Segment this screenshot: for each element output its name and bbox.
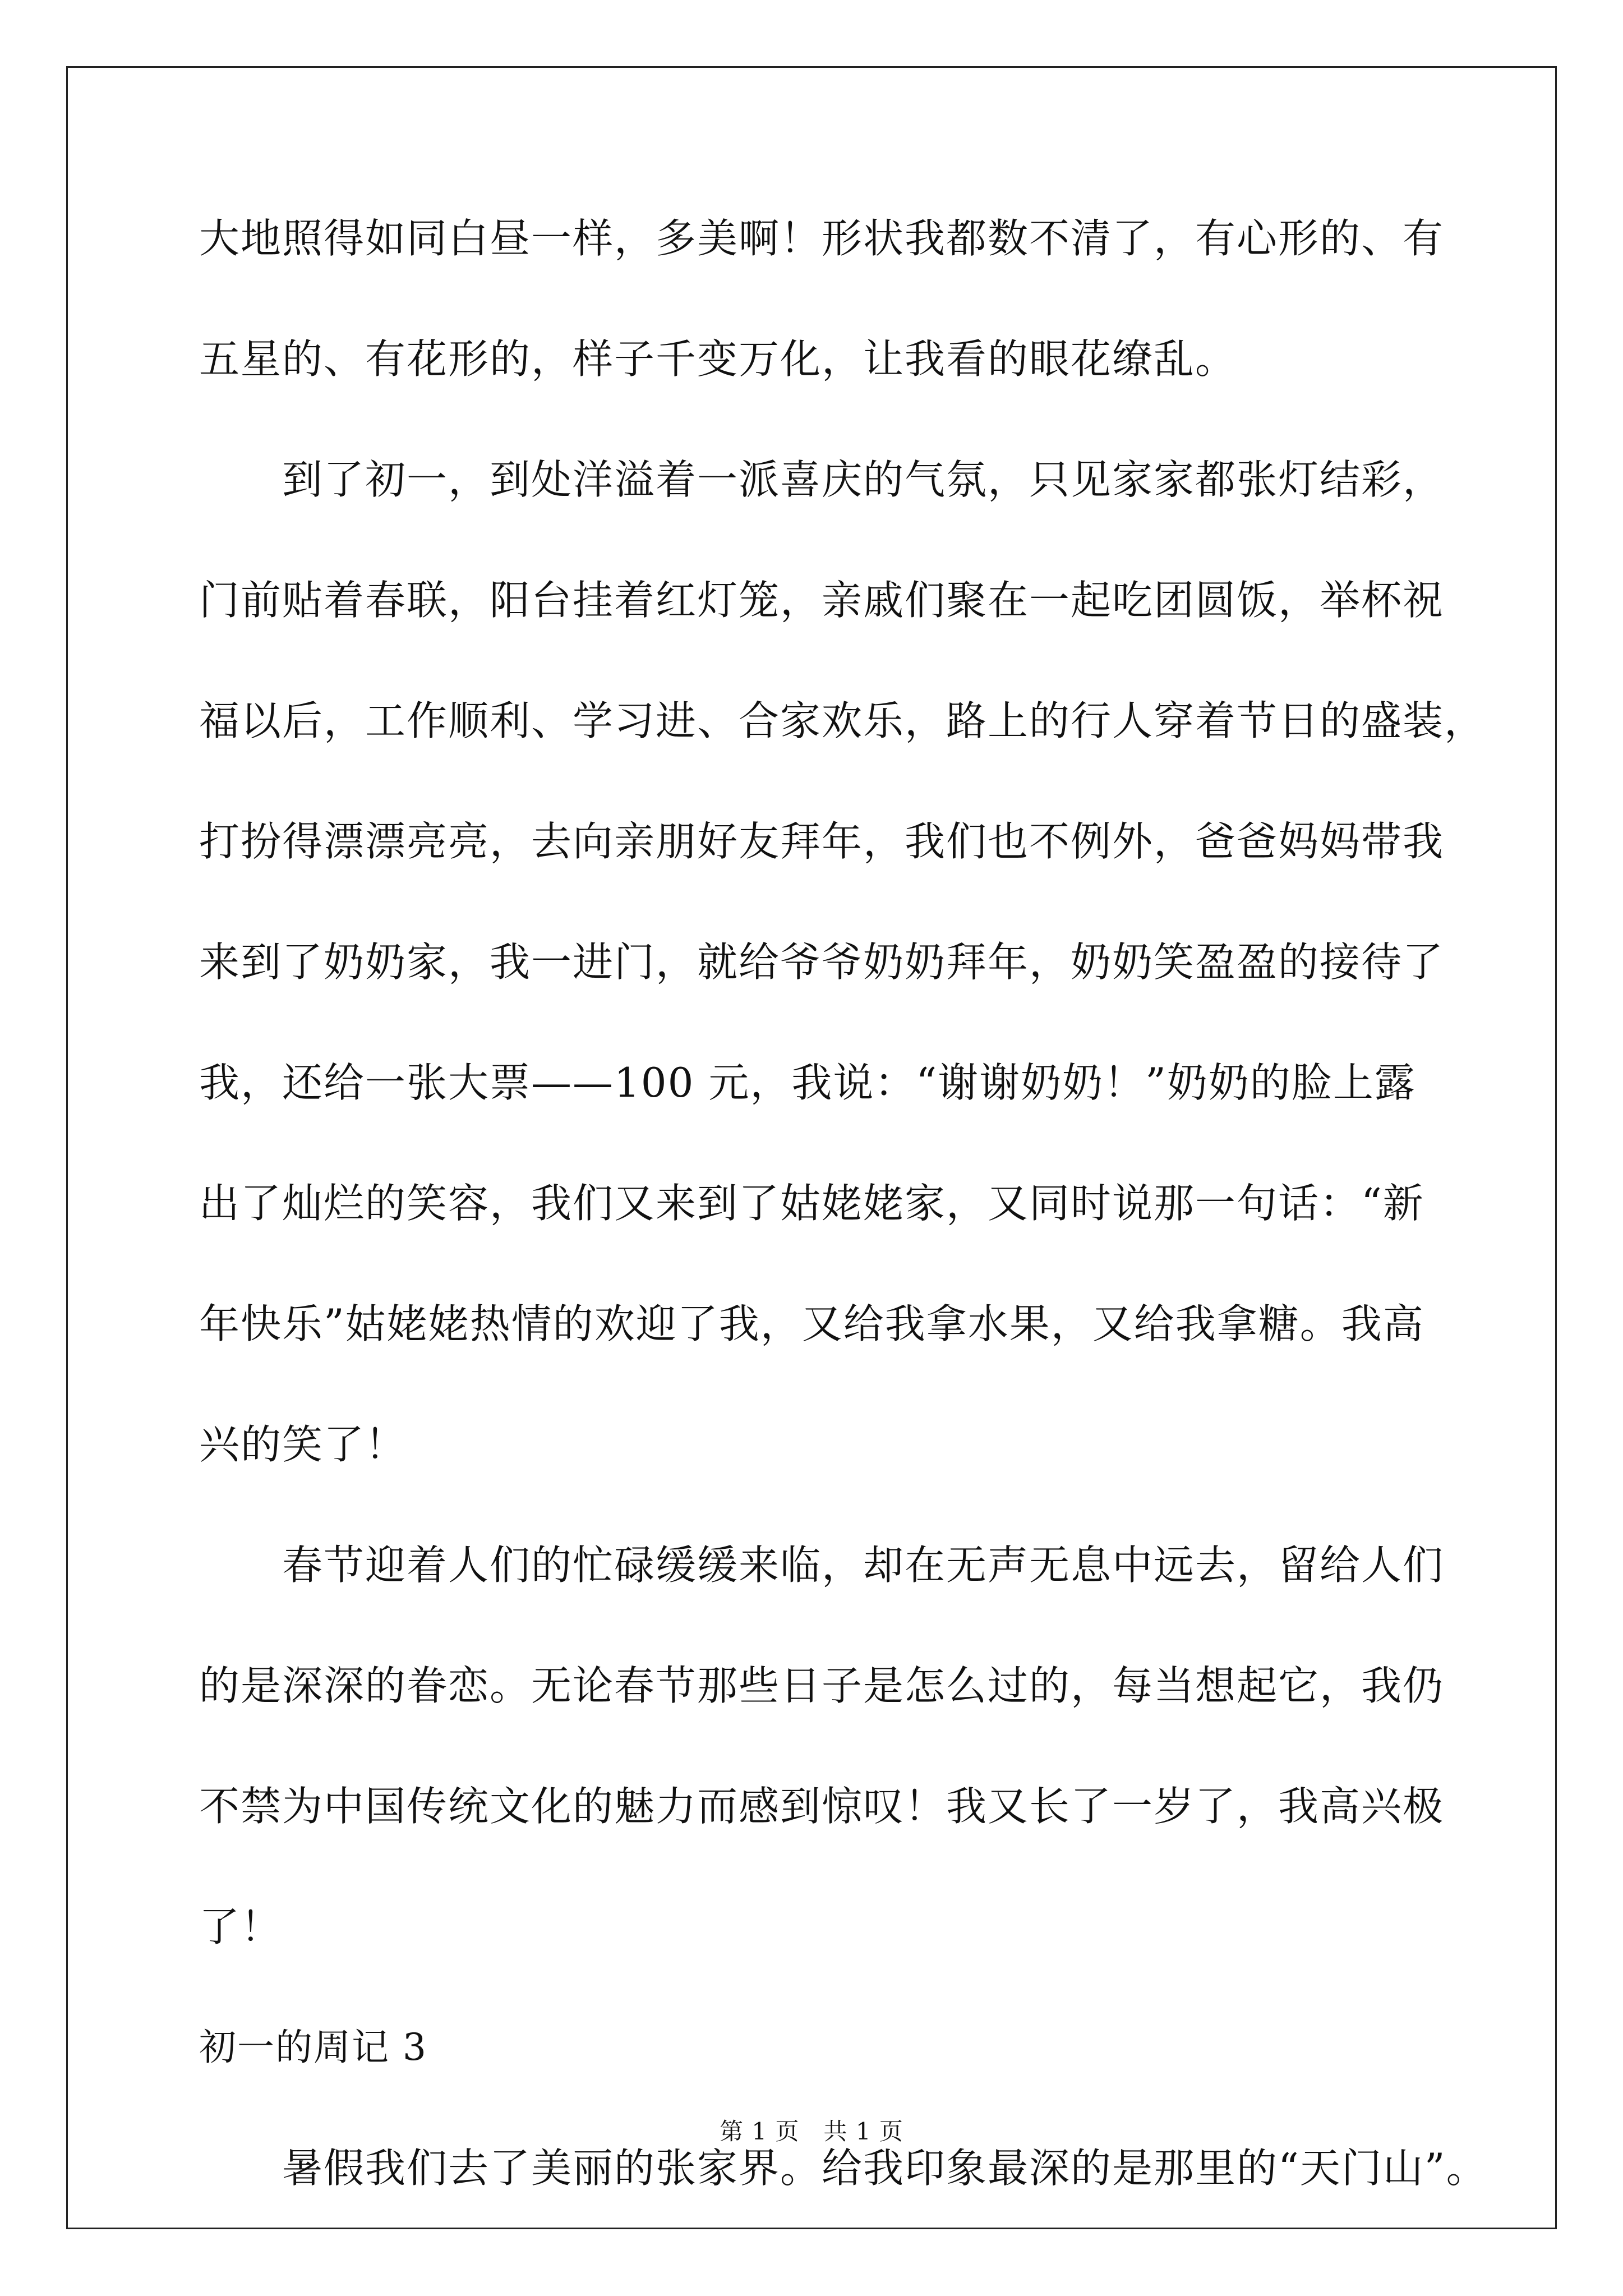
text-line: 大地照得如同白昼一样，多美啊！形状我都数不清了，有心形的、有 bbox=[199, 215, 1445, 262]
paragraph-start-line: 暑假我们去了美丽的张家界。给我印象最深的是那里的“天门山”。 bbox=[282, 2145, 1488, 2192]
paragraph-start-line: 春节迎着人们的忙碌缓缓来临，却在无声无息中远去，留给人们 bbox=[282, 1542, 1445, 1589]
page-footer: 第 1 页 共 1 页 bbox=[720, 2118, 903, 2145]
text-line: 五星的、有花形的，样子千变万化，让我看的眼花缭乱。 bbox=[199, 335, 1237, 383]
page-border bbox=[66, 66, 1557, 2229]
text-line: 出了灿烂的笑容，我们又来到了姑姥姥家，又同时说那一句话：“新 bbox=[199, 1180, 1424, 1227]
text-line: 我，还给一张大票——100 元，我说：“谢谢奶奶！”奶奶的脸上露 bbox=[199, 1059, 1416, 1106]
paragraph-start-line: 到了初一，到处洋溢着一派喜庆的气氛，只见家家都张灯结彩， bbox=[282, 456, 1445, 503]
text-line: 年快乐”姑姥姥热情的欢迎了我，又给我拿水果，又给我拿糖。我高 bbox=[199, 1300, 1424, 1347]
section-heading: 初一的周记 3 bbox=[199, 2026, 427, 2069]
text-line: 福以后，工作顺利、学习进、合家欢乐，路上的行人穿着节日的盛装， bbox=[199, 697, 1486, 744]
text-line: 的是深深的眷恋。无论春节那些日子是怎么过的，每当想起它，我仍 bbox=[199, 1662, 1445, 1709]
text-line: 不禁为中国传统文化的魅力而感到惊叹！我又长了一岁了，我高兴极 bbox=[199, 1783, 1445, 1830]
text-line: 兴的笑了！ bbox=[199, 1421, 407, 1468]
text-line: 门前贴着春联，阳台挂着红灯笼，亲戚们聚在一起吃团圆饭，举杯祝 bbox=[199, 577, 1445, 624]
text-line: 来到了奶奶家，我一进门，就给爷爷奶奶拜年，奶奶笑盈盈的接待了 bbox=[199, 938, 1445, 986]
text-line: 打扮得漂漂亮亮，去向亲朋好友拜年，我们也不例外，爸爸妈妈带我 bbox=[199, 818, 1445, 865]
text-line: 了！ bbox=[199, 1903, 283, 1950]
